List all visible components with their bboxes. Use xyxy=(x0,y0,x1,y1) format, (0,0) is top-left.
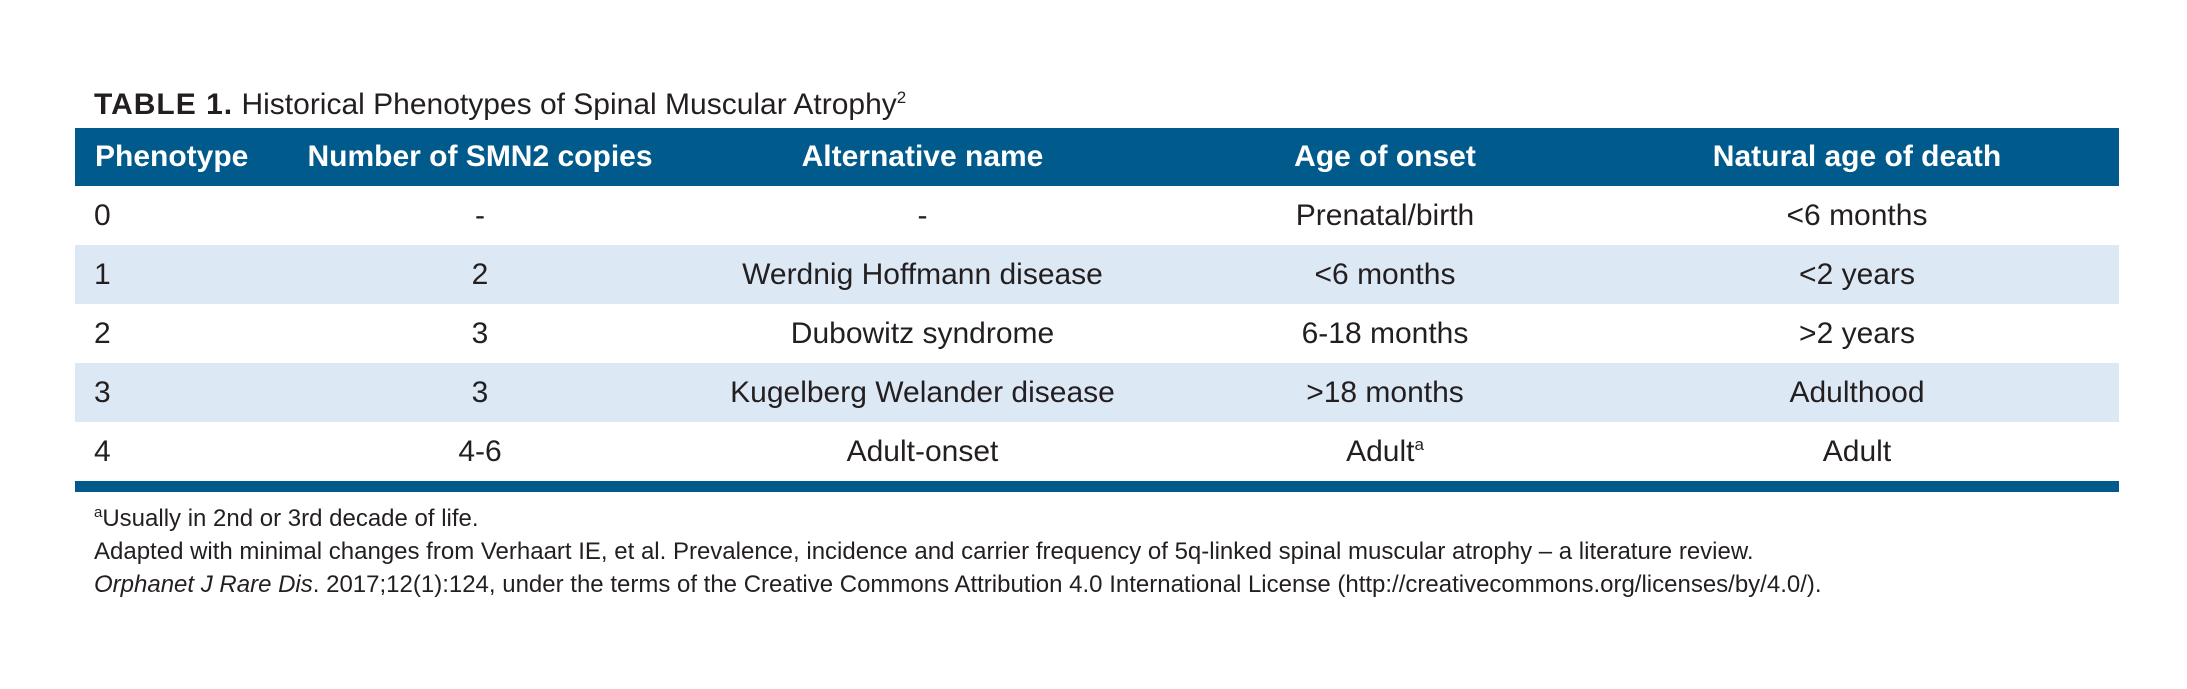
table-row xyxy=(75,363,2119,422)
table-bottom-rule xyxy=(75,481,2119,492)
header-natural-age-of-death: Natural age of death xyxy=(1712,140,2002,173)
cell-phenotype: 0 xyxy=(94,198,111,232)
table-header xyxy=(75,128,2119,186)
header-phenotype: Phenotype xyxy=(95,140,249,173)
header-alternative-name: Alternative name xyxy=(801,140,1044,173)
cell-natural-age-of-death: >2 years xyxy=(1799,316,1915,350)
cell-alternative-name: Dubowitz syndrome xyxy=(790,316,1055,350)
cell-smn2-copies: 4-6 xyxy=(458,434,502,468)
cell-smn2-copies: 2 xyxy=(471,257,489,291)
table-title: Historical Phenotypes of Spinal Muscular Atrophy xyxy=(241,88,897,121)
cell-alternative-name: Werdnig Hoffmann disease xyxy=(742,257,1103,291)
cell-alternative-name: - xyxy=(917,198,928,232)
phenotype-table xyxy=(75,128,2119,481)
cell-age-of-onset: 6-18 months xyxy=(1301,316,1469,350)
cell-age-of-onset: >18 months xyxy=(1306,375,1464,409)
cell-natural-age-of-death: <2 years xyxy=(1799,257,1915,291)
table-figure xyxy=(75,82,2119,601)
cell-phenotype: 2 xyxy=(94,316,111,350)
table-row xyxy=(75,245,2119,304)
cell-age-of-onset-text: Adult xyxy=(1346,434,1415,468)
cell-smn2-copies: - xyxy=(475,198,485,232)
cell-natural-age-of-death: Adult xyxy=(1822,434,1892,468)
source-journal: Orphanet J Rare Dis xyxy=(94,571,313,598)
table-number: TABLE 1. xyxy=(94,88,234,121)
table-row xyxy=(75,422,2119,481)
cell-natural-age-of-death: Adulthood xyxy=(1789,375,1925,409)
header-smn2-copies: Number of SMN2 copies xyxy=(307,140,653,173)
cell-phenotype: 3 xyxy=(94,375,111,409)
header-row xyxy=(75,128,2119,186)
cell-smn2-copies: 3 xyxy=(471,316,489,350)
table-title-reference: 2 xyxy=(896,88,907,107)
cell-natural-age-of-death: <6 months xyxy=(1786,198,1928,232)
cell-alternative-name: Kugelberg Welander disease xyxy=(730,375,1115,409)
cell-age-of-onset xyxy=(1175,422,1595,481)
table-caption xyxy=(94,82,2119,128)
cell-age-of-onset: Prenatal/birth xyxy=(1295,198,1475,232)
table-footnotes xyxy=(94,502,2119,601)
source-line-1: Adapted with minimal changes from Verhaart IE, et al. Prevalence, incidence and carrier frequency of 5q-linked spinal muscular atrophy – a literature review. xyxy=(94,538,1754,565)
footnote-a xyxy=(94,502,2119,535)
footnote-a-mark: a xyxy=(94,504,103,521)
table-row xyxy=(75,186,2119,245)
source-citation: . 2017;12(1):124, under the terms of the Creative Commons Attribution 4.0 International License (http://creativecommons.org/licenses/by/4.0/). xyxy=(312,571,1822,598)
cell-age-of-onset: <6 months xyxy=(1314,257,1456,291)
cell-alternative-name: Adult-onset xyxy=(846,434,999,468)
header-age-of-onset: Age of onset xyxy=(1294,140,1476,173)
source-line-2 xyxy=(94,568,2119,601)
cell-phenotype: 4 xyxy=(94,434,111,468)
cell-smn2-copies: 3 xyxy=(471,375,489,409)
table-body xyxy=(75,186,2119,481)
footnote-a-text: Usually in 2nd or 3rd decade of life. xyxy=(102,505,479,532)
table-row xyxy=(75,304,2119,363)
footnote-marker-a: a xyxy=(1414,434,1424,454)
cell-phenotype: 1 xyxy=(94,257,111,291)
